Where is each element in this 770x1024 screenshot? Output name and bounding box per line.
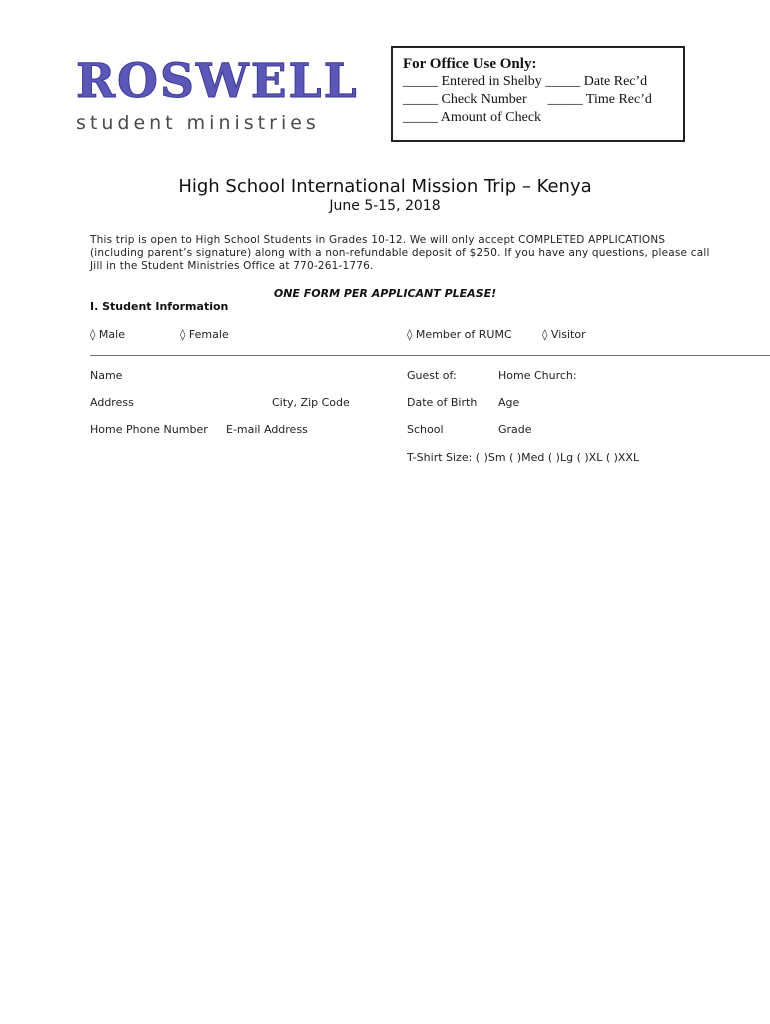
intro-paragraph: This trip is open to High School Students in Grades 10-12. We will only accept COMPLETED APPLICATIONS (including parent’s signature) along with a non-refundable deposit of $250. If you have any questions, please call Jill in the Student Ministries Office at 770-261-1776. (90, 234, 710, 272)
office-use-row: _____ Entered in Shelby _____ Date Rec’d (403, 74, 648, 89)
page-title: High School International Mission Trip – Kenya (178, 176, 592, 197)
female-option[interactable]: ◊ Female (180, 328, 229, 341)
guest-of-field-label: Guest of: (407, 369, 457, 382)
dob-field-label: Date of Birth (407, 396, 478, 409)
name-field-label: Name (90, 369, 123, 382)
male-option[interactable]: ◊ Male (90, 328, 125, 341)
office-use-row: _____ Amount of Check (403, 110, 542, 125)
city-zip-field-label: City, Zip Code (272, 396, 350, 409)
office-use-box (391, 46, 685, 142)
age-field-label: Age (498, 396, 520, 409)
logo-tagline: student ministries (76, 112, 320, 134)
visitor-option[interactable]: ◊ Visitor (542, 328, 586, 341)
office-use-row: _____ Check Number _____ Time Rec’d (403, 92, 652, 107)
divider (90, 355, 770, 356)
one-form-notice: ONE FORM PER APPLICANT PLEASE! (273, 287, 497, 300)
home-phone-field-label: Home Phone Number (90, 423, 208, 436)
home-church-field-label: Home Church: (498, 369, 577, 382)
school-field-label: School (407, 423, 444, 436)
section-title-student-info: I. Student Information (90, 300, 229, 313)
member-rumc-option[interactable]: ◊ Member of RUMC (407, 328, 512, 341)
grade-field-label: Grade (498, 423, 532, 436)
logo-wordmark: ROSWELL (76, 54, 359, 109)
trip-date: June 5-15, 2018 (329, 198, 441, 214)
tshirt-size-options[interactable]: T-Shirt Size: ( )Sm ( )Med ( )Lg ( )XL ( )XXL (407, 451, 640, 464)
email-field-label: E-mail Address (226, 423, 308, 436)
address-field-label: Address (90, 396, 134, 409)
office-use-title: For Office Use Only: (403, 56, 537, 72)
